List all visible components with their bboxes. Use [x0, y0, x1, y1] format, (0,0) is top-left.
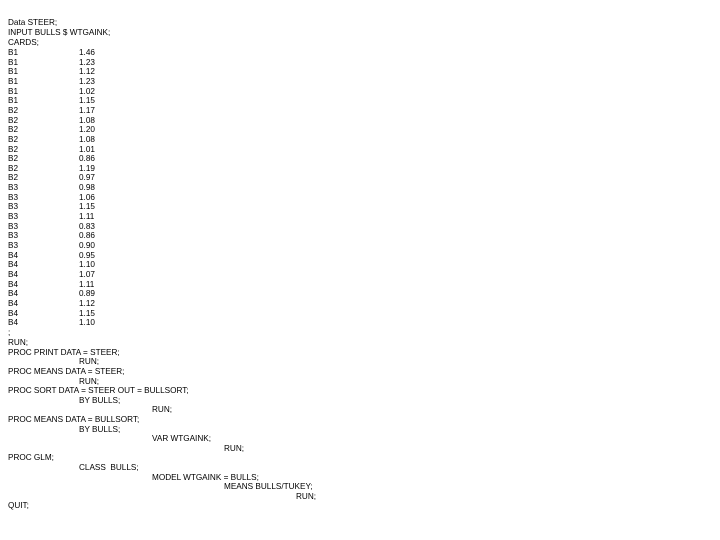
- data-record-row: [0, 154, 720, 163]
- data-record-row: [0, 125, 720, 134]
- data-record-row: [0, 241, 720, 250]
- weight-gain-value: 0.97: [79, 173, 95, 183]
- data-record-row: [0, 58, 720, 67]
- data-record-row: [0, 48, 720, 57]
- data-record-row: [0, 251, 720, 260]
- bull-id: B3: [8, 231, 19, 241]
- bull-id: B1: [8, 86, 19, 96]
- proc-sort-by: BY BULLS;: [79, 396, 121, 405]
- weight-gain-value: 1.07: [79, 270, 95, 279]
- data-record-row: [0, 289, 720, 298]
- bull-id: B3: [8, 212, 19, 222]
- bull-id: B1: [8, 67, 19, 77]
- bull-id: B3: [8, 202, 19, 212]
- data-record-row: [0, 193, 720, 202]
- proc-means-bullsort-run: RUN;: [224, 444, 245, 453]
- data-record-row: [0, 212, 720, 221]
- bull-id: B4: [8, 318, 19, 328]
- proc-means-run: RUN;: [79, 377, 100, 386]
- weight-gain-value: 1.23: [79, 77, 95, 86]
- data-statement: Data STEER;: [8, 18, 58, 27]
- proc-means-bullsort-statement: PROC MEANS DATA = BULLSORT;: [8, 415, 140, 424]
- weight-gain-value: 1.01: [79, 144, 95, 154]
- bull-id: B4: [8, 270, 19, 279]
- datalines-terminator: ;: [8, 328, 11, 337]
- weight-gain-value: 1.08: [79, 115, 95, 125]
- weight-gain-value: 1.15: [79, 96, 95, 106]
- data-record-row: [0, 145, 720, 154]
- data-record-row: [0, 106, 720, 115]
- weight-gain-value: 0.95: [79, 250, 95, 260]
- weight-gain-value: 1.06: [79, 192, 95, 202]
- weight-gain-value: 1.11: [79, 212, 95, 222]
- weight-gain-value: 1.46: [79, 48, 95, 57]
- data-record-row: [0, 96, 720, 105]
- data-record-row: [0, 299, 720, 308]
- weight-gain-value: 0.86: [79, 231, 95, 241]
- data-record-row: [0, 318, 720, 327]
- proc-glm-model: MODEL WTGAINK = BULLS;: [152, 473, 259, 482]
- weight-gain-value: 1.10: [79, 318, 95, 328]
- bull-id: B1: [8, 57, 19, 67]
- quit-statement: QUIT;: [8, 501, 29, 510]
- weight-gain-value: 0.98: [79, 183, 95, 193]
- data-record-row: [0, 309, 720, 318]
- data-record-row: [0, 231, 720, 240]
- bull-id: B4: [8, 250, 19, 260]
- data-record-row: [0, 222, 720, 231]
- weight-gain-value: 1.08: [79, 134, 95, 144]
- data-record-row: [0, 135, 720, 144]
- proc-glm-means: MEANS BULLS/TUKEY;: [224, 482, 313, 491]
- weight-gain-value: 1.11: [79, 279, 95, 289]
- bull-id: B2: [8, 154, 19, 164]
- weight-gain-value: 1.12: [79, 67, 95, 77]
- data-record-row: [0, 183, 720, 192]
- bull-id: B1: [8, 96, 19, 106]
- proc-sort-run: RUN;: [152, 405, 173, 414]
- data-record-row: [0, 173, 720, 182]
- bull-id: B1: [8, 48, 19, 57]
- cards-statement: CARDS;: [8, 38, 39, 47]
- proc-sort-statement: PROC SORT DATA = STEER OUT = BULLSORT;: [8, 386, 189, 395]
- bull-id: B3: [8, 192, 19, 202]
- data-record-row: [0, 260, 720, 269]
- weight-gain-value: 1.12: [79, 298, 95, 308]
- bull-id: B4: [8, 279, 19, 289]
- bull-id: B2: [8, 105, 19, 115]
- data-record-row: [0, 202, 720, 211]
- bull-id: B2: [8, 115, 19, 125]
- bull-id: B1: [8, 77, 19, 86]
- data-record-row: [0, 77, 720, 86]
- proc-means-bullsort-var: VAR WTGAINK;: [152, 434, 211, 443]
- bull-id: B3: [8, 241, 19, 250]
- bull-id: B4: [8, 289, 19, 299]
- weight-gain-value: 1.19: [79, 163, 95, 173]
- weight-gain-value: 0.83: [79, 221, 95, 231]
- bull-id: B2: [8, 134, 19, 144]
- bull-id: B3: [8, 183, 19, 193]
- data-record-row: [0, 270, 720, 279]
- data-record-row: [0, 67, 720, 76]
- bull-id: B4: [8, 298, 19, 308]
- data-record-row: [0, 280, 720, 289]
- weight-gain-value: 0.89: [79, 289, 95, 299]
- proc-print-run: RUN;: [79, 357, 100, 366]
- weight-gain-value: 1.17: [79, 105, 95, 115]
- proc-means-bullsort-by: BY BULLS;: [79, 425, 121, 434]
- weight-gain-value: 1.15: [79, 202, 95, 212]
- bull-id: B4: [8, 260, 19, 270]
- weight-gain-value: 0.86: [79, 154, 95, 164]
- weight-gain-value: 0.90: [79, 241, 95, 250]
- weight-gain-value: 1.20: [79, 125, 95, 135]
- data-record-row: [0, 164, 720, 173]
- proc-print-statement: PROC PRINT DATA = STEER;: [8, 348, 120, 357]
- proc-glm-statement: PROC GLM;: [8, 453, 54, 462]
- data-record-row: [0, 116, 720, 125]
- proc-glm-class: CLASS BULLS;: [79, 463, 139, 472]
- run-statement: RUN;: [8, 338, 29, 347]
- data-record-row: [0, 87, 720, 96]
- input-statement: INPUT BULLS $ WTGAINK;: [8, 28, 111, 37]
- weight-gain-value: 1.02: [79, 86, 95, 96]
- proc-glm-run: RUN;: [296, 492, 317, 501]
- weight-gain-value: 1.15: [79, 308, 95, 318]
- bull-id: B2: [8, 163, 19, 173]
- bull-id: B2: [8, 125, 19, 135]
- bull-id: B2: [8, 173, 19, 183]
- bull-id: B2: [8, 144, 19, 154]
- bull-id: B3: [8, 221, 19, 231]
- weight-gain-value: 1.23: [79, 57, 95, 67]
- bull-id: B4: [8, 308, 19, 318]
- proc-means-statement: PROC MEANS DATA = STEER;: [8, 367, 125, 376]
- weight-gain-value: 1.10: [79, 260, 95, 270]
